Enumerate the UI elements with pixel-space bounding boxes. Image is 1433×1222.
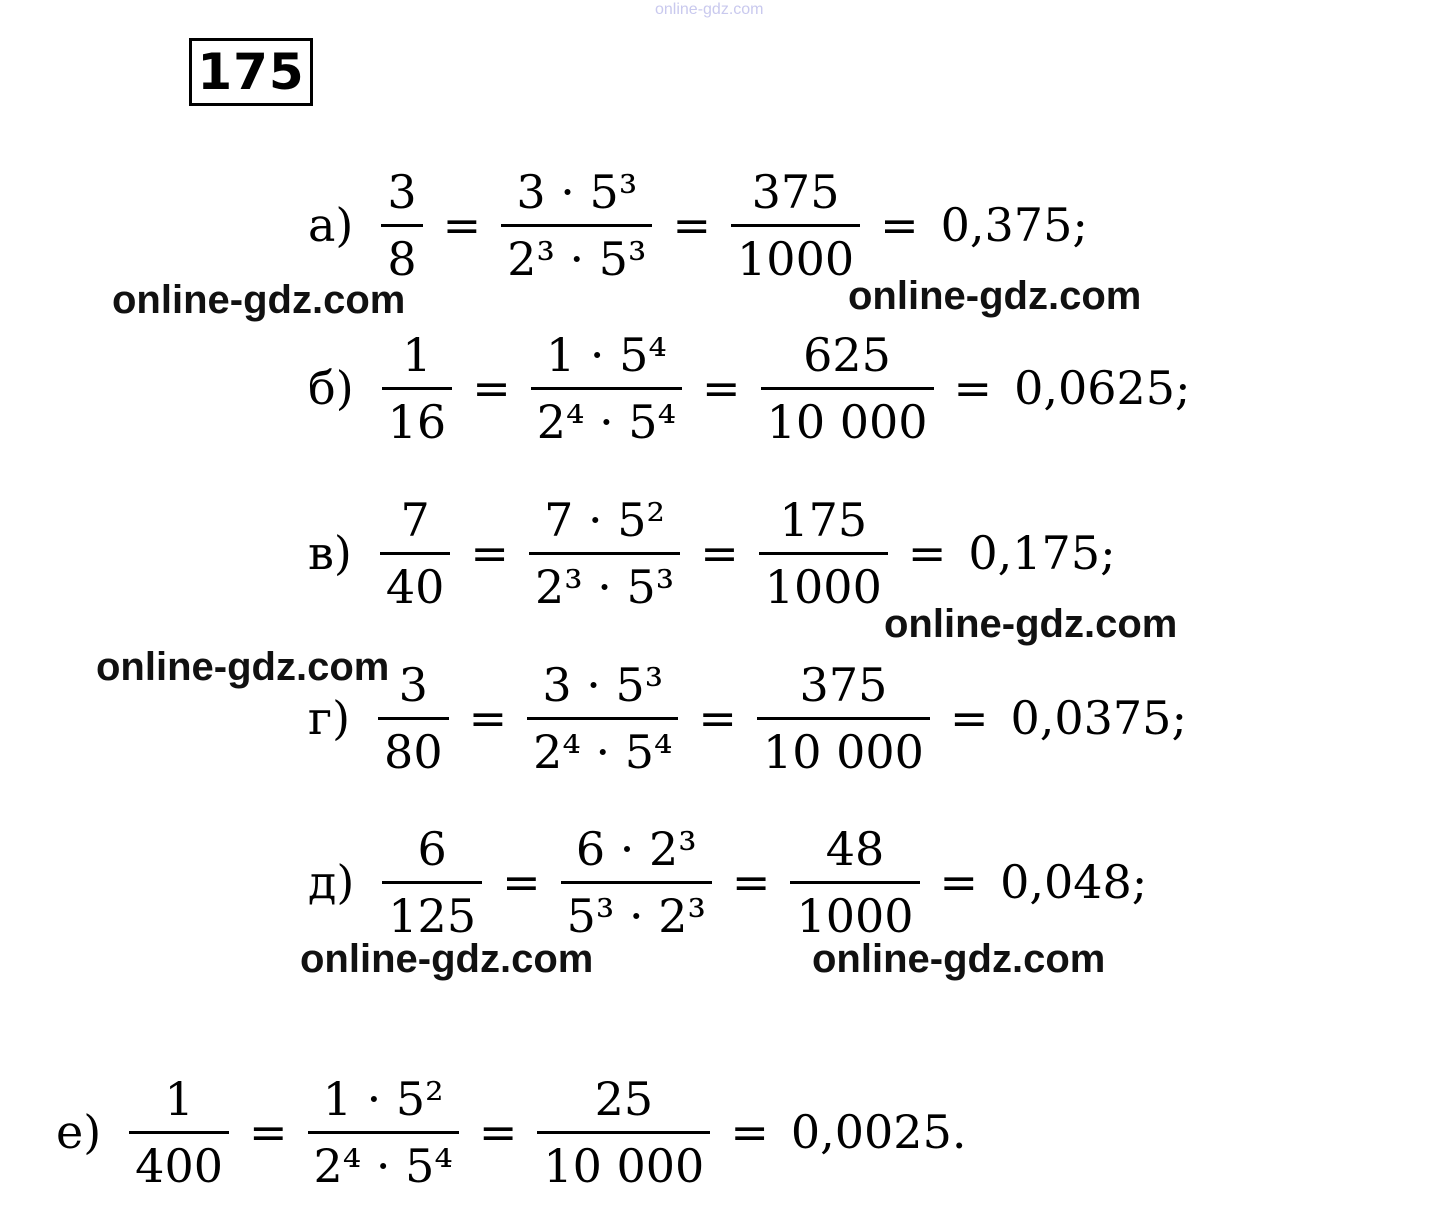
- equals-sign: =: [698, 691, 737, 745]
- fraction-numerator: 1 · 5²: [322, 1071, 444, 1126]
- fraction-numerator: 7 · 5²: [544, 492, 665, 547]
- fraction-denominator: 80: [384, 724, 443, 779]
- watermark-text: online-gdz.com: [112, 278, 406, 322]
- fraction: [731, 160, 860, 291]
- fraction-numerator: 375: [751, 164, 840, 219]
- fraction-denominator: 2³ · 5³: [534, 559, 675, 614]
- fraction-numerator: 375: [799, 657, 888, 712]
- fraction: [380, 488, 451, 619]
- fraction-denominator: 2³ · 5³: [507, 231, 647, 286]
- fraction-numerator: 1: [402, 327, 432, 382]
- item-label: а): [308, 198, 354, 252]
- fraction: [381, 160, 422, 291]
- decimal-result: 0,0625;: [1014, 361, 1191, 415]
- fraction: [527, 653, 678, 784]
- fraction-numerator: 175: [779, 492, 868, 547]
- top-watermark: online-gdz.com: [655, 1, 764, 18]
- fraction-denominator: 400: [135, 1138, 223, 1193]
- decimal-result: 0,0375;: [1010, 691, 1187, 745]
- fraction-numerator: 3: [398, 657, 428, 712]
- fraction-denominator: 5³ · 2³: [566, 888, 706, 943]
- fraction: [308, 1067, 459, 1198]
- item-label: г): [308, 691, 351, 745]
- decimal-result: 0,0025.: [790, 1105, 967, 1159]
- equals-sign: =: [470, 526, 509, 580]
- fraction: [382, 817, 482, 948]
- watermark-text: online-gdz.com: [812, 937, 1106, 981]
- fraction-numerator: 7: [400, 492, 430, 547]
- fraction: [537, 1067, 710, 1198]
- fraction-numerator: 625: [803, 327, 891, 382]
- fraction-numerator: 3: [387, 164, 417, 219]
- fraction: [129, 1067, 229, 1198]
- problem-number-box: 175: [189, 38, 313, 106]
- equation-row: [56, 1062, 966, 1202]
- fraction: [761, 323, 934, 454]
- fraction-numerator: 6 · 2³: [575, 821, 697, 876]
- fraction-denominator: 125: [388, 888, 477, 943]
- watermark-text: online-gdz.com: [96, 645, 390, 689]
- equation-row: [308, 318, 1191, 458]
- watermark-text: online-gdz.com: [300, 937, 594, 981]
- fraction-denominator: 40: [385, 559, 445, 614]
- equals-sign: =: [731, 855, 771, 909]
- fraction: [759, 488, 888, 619]
- equals-sign: =: [702, 361, 741, 415]
- equals-sign: =: [953, 361, 993, 415]
- equals-sign: =: [700, 526, 739, 580]
- equation-row: [308, 648, 1187, 788]
- equals-sign: =: [248, 1105, 288, 1159]
- fraction-denominator: 10 000: [543, 1138, 705, 1193]
- fraction-denominator: 1000: [796, 888, 914, 943]
- watermark-text: online-gdz.com: [848, 274, 1142, 318]
- item-label: е): [56, 1105, 102, 1159]
- fraction: [529, 488, 680, 619]
- item-label: д): [308, 855, 355, 909]
- fraction: [790, 817, 919, 948]
- fraction-numerator: 6: [417, 821, 447, 876]
- fraction: [757, 653, 930, 784]
- fraction: [561, 817, 712, 948]
- fraction-denominator: 2⁴ · 5⁴: [533, 724, 673, 779]
- fraction-numerator: 1 · 5⁴: [545, 327, 667, 382]
- decimal-result: 0,048;: [1000, 855, 1148, 909]
- fraction-denominator: 1000: [764, 559, 882, 614]
- fraction-numerator: 25: [594, 1071, 654, 1126]
- decimal-result: 0,175;: [968, 526, 1116, 580]
- fraction: [501, 160, 652, 291]
- fraction-denominator: 8: [387, 231, 417, 286]
- equals-sign: =: [907, 526, 947, 580]
- decimal-result: 0,375;: [940, 198, 1088, 252]
- fraction-numerator: 1: [164, 1071, 194, 1126]
- equals-sign: =: [468, 691, 508, 745]
- equals-sign: =: [442, 198, 482, 252]
- fraction-numerator: 3 · 5³: [542, 657, 664, 712]
- watermark-text: online-gdz.com: [884, 602, 1178, 646]
- equals-sign: =: [939, 855, 979, 909]
- equals-sign: =: [949, 691, 989, 745]
- equals-sign: =: [478, 1105, 518, 1159]
- equals-sign: =: [730, 1105, 769, 1159]
- item-label: б): [308, 361, 354, 415]
- fraction: [531, 323, 682, 454]
- fraction-denominator: 1000: [737, 231, 855, 286]
- equals-sign: =: [880, 198, 919, 252]
- fraction-denominator: 16: [387, 394, 447, 449]
- fraction-numerator: 48: [825, 821, 885, 876]
- equals-sign: =: [472, 361, 511, 415]
- fraction: [382, 323, 453, 454]
- fraction-denominator: 2⁴ · 5⁴: [536, 394, 677, 449]
- fraction-denominator: 10 000: [766, 394, 928, 449]
- fraction-denominator: 2⁴ · 5⁴: [313, 1138, 453, 1193]
- equals-sign: =: [502, 855, 541, 909]
- equals-sign: =: [672, 198, 712, 252]
- fraction-numerator: 3 · 5³: [516, 164, 638, 219]
- equation-row: [308, 812, 1147, 952]
- item-label: в): [308, 526, 352, 580]
- fraction-denominator: 10 000: [762, 724, 924, 779]
